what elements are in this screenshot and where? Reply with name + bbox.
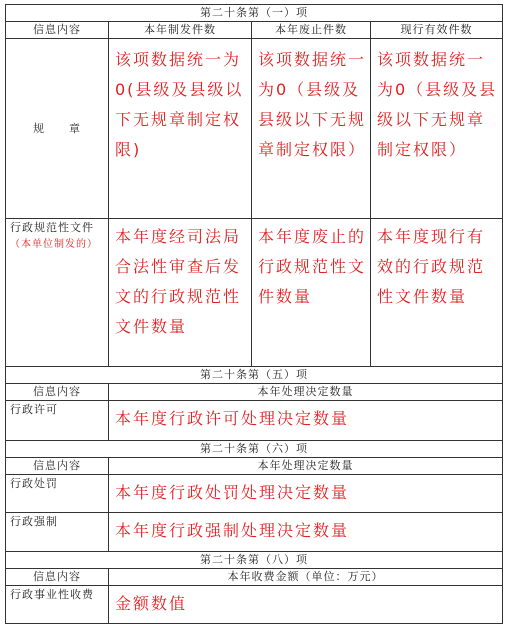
disclosure-table <box>5 4 503 624</box>
section-title: 第二十条第（一）项 <box>6 5 503 22</box>
section-5-title-row <box>6 367 503 384</box>
data-cell: 该项数据统一为0(县级及县级以下无规章制定权限) <box>109 39 252 219</box>
data-cell: 本年度经司法局合法性审查后发文的行政规范性文件数量 <box>109 219 252 367</box>
row-label: 行政事业性收费 <box>6 586 109 624</box>
column-header: 本年制发件数 <box>109 22 252 39</box>
section-1-header-row <box>6 22 503 39</box>
column-header: 本年废止件数 <box>252 22 371 39</box>
column-header: 信息内容 <box>6 458 109 475</box>
row-label-note: （本单位制发的） <box>10 239 98 250</box>
row-label: 规 章 <box>6 39 109 219</box>
column-header: 信息内容 <box>6 384 109 401</box>
data-cell: 本年度废止的行政规范性文件数量 <box>252 219 371 367</box>
column-header: 本年处理决定数量 <box>109 458 503 475</box>
data-cell: 本年度行政强制处理决定数量 <box>109 513 503 552</box>
row-label: 行政规范性文件 <box>10 221 94 234</box>
data-cell: 该项数据统一为0（县级及县级以下无规章制定权限） <box>252 39 371 219</box>
admin-enforcement-row <box>6 513 503 552</box>
column-header: 本年处理决定数量 <box>109 384 503 401</box>
section-title: 第二十条第（八）项 <box>6 552 503 569</box>
column-header: 本年收费金额（单位：万元） <box>109 569 503 586</box>
column-header: 信息内容 <box>6 569 109 586</box>
data-cell: 金额数值 <box>109 586 503 624</box>
section-title: 第二十条第（六）项 <box>6 441 503 458</box>
section-8-title-row <box>6 552 503 569</box>
row-label: 行政许可 <box>6 401 109 441</box>
column-header: 现行有效件数 <box>371 22 503 39</box>
data-cell: 本年度行政许可处理决定数量 <box>109 401 503 441</box>
row-label-cell <box>6 219 109 367</box>
section-1-title-row <box>6 5 503 22</box>
data-cell: 该项数据统一为0（县级及县级以下无规章制定权限） <box>371 39 503 219</box>
admin-license-row <box>6 401 503 441</box>
row-label: 行政强制 <box>6 513 109 552</box>
section-5-header-row <box>6 384 503 401</box>
section-6-title-row <box>6 441 503 458</box>
section-6-header-row <box>6 458 503 475</box>
section-title: 第二十条第（五）项 <box>6 367 503 384</box>
column-header: 信息内容 <box>6 22 109 39</box>
admin-fee-row <box>6 586 503 624</box>
row-label: 行政处罚 <box>6 475 109 513</box>
admin-penalty-row <box>6 475 503 513</box>
rules-row <box>6 39 503 219</box>
normative-docs-row <box>6 219 503 367</box>
data-cell: 本年度行政处罚处理决定数量 <box>109 475 503 513</box>
section-8-header-row <box>6 569 503 586</box>
data-cell: 本年度现行有效的行政规范性文件数量 <box>371 219 503 367</box>
